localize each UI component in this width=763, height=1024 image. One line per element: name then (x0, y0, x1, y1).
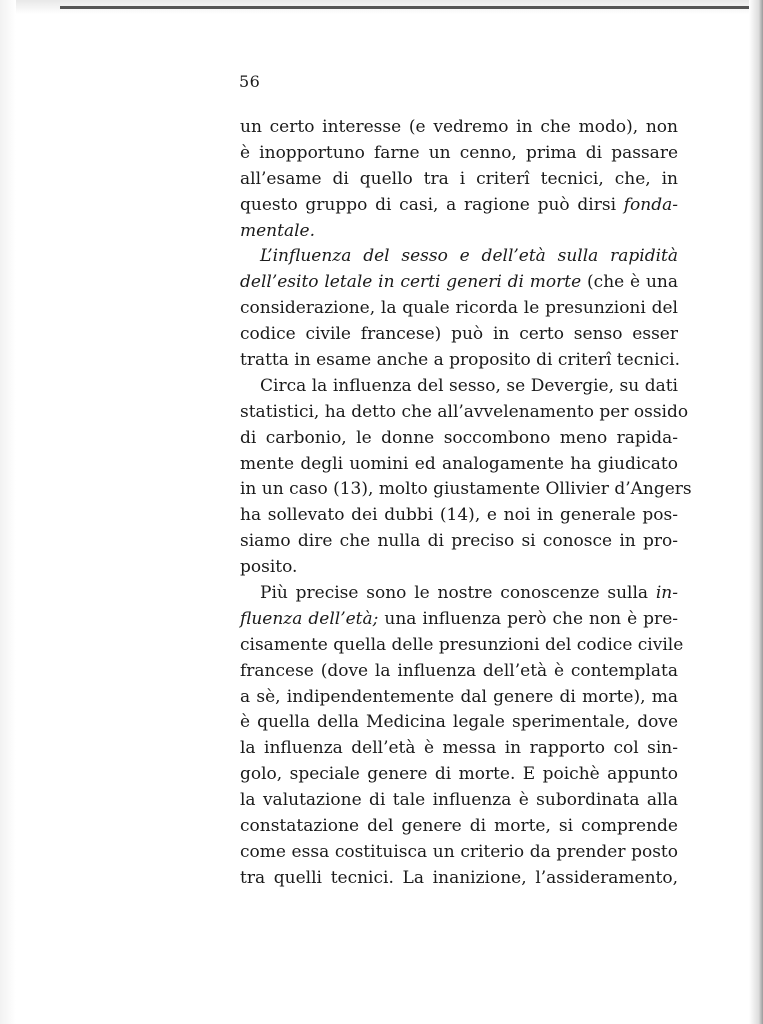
italic-text: dell’esito letale in certi generi di morte (240, 272, 582, 293)
text-segment: una influenza però che non è pre- (378, 608, 678, 629)
text-segment: la valutazione di tale influenza è subordinata alla (240, 790, 678, 811)
italic-text: in- (655, 583, 678, 604)
text-line (240, 659, 678, 685)
text-line (240, 219, 678, 245)
text-line (240, 814, 678, 840)
left-page-edge (0, 0, 16, 1024)
text-line (240, 452, 678, 478)
text-segment: di carbonio, le donne soccombono meno rapida- (240, 427, 678, 448)
text-line (240, 529, 678, 555)
text-segment: mente degli uomini ed analogamente ha giudicato (240, 453, 678, 474)
text-line (240, 762, 678, 788)
text-segment: ha sollevato dei dubbi (14), e noi in generale pos- (240, 505, 678, 526)
text-segment: questo gruppo di casi, a ragione può dirsi (240, 194, 624, 215)
text-line (240, 167, 678, 193)
text-line (240, 322, 678, 348)
text-segment: tratta in esame anche a proposito di criterî tecnici. (240, 350, 680, 371)
text-line (240, 788, 678, 814)
page-number: 56 (239, 72, 261, 91)
text-segment: è inopportuno farne un cenno, prima di passare (240, 142, 678, 163)
text-segment: in un caso (13), molto giustamente Ollivier d’Angers (240, 479, 692, 500)
text-segment: tra quelli tecnici. La inanizione, l’assideramento, (240, 867, 678, 888)
text-segment: golo, speciale genere di morte. E poichè appunto (240, 764, 678, 785)
text-segment: Circa la influenza del sesso, se Devergie, su dati (260, 375, 678, 396)
text-line (240, 581, 678, 607)
text-segment: all’esame di quello tra i criterî tecnici, che, in (240, 168, 678, 189)
text-segment: cisamente quella delle presunzioni del codice civile (240, 634, 684, 655)
text-line (240, 374, 678, 400)
right-page-edge (749, 0, 763, 1024)
page-top-rule (60, 6, 763, 9)
text-line (240, 400, 689, 426)
text-segment: un certo interesse (e vedremo in che modo), non (240, 117, 678, 137)
text-segment: codice civile francese) può in certo senso esser (240, 324, 678, 345)
body-text (240, 115, 692, 892)
text-line (240, 685, 678, 711)
text-line (240, 296, 678, 322)
text-line (240, 270, 678, 296)
text-segment: a sè, indipendentemente dal genere di morte), ma (240, 686, 678, 707)
text-line (240, 555, 678, 581)
text-line (240, 244, 678, 270)
text-segment: come essa costituisca un criterio da prender posto (240, 841, 678, 862)
text-segment: statistici, ha detto che all’avvelenamento per ossido (240, 401, 689, 422)
text-line (240, 736, 678, 762)
text-line (240, 633, 684, 659)
text-line (240, 607, 678, 633)
text-line (240, 426, 678, 452)
text-line (240, 477, 692, 503)
text-line (240, 710, 678, 736)
text-segment: è quella della Medicina legale sperimentale, dove (240, 712, 678, 733)
italic-text: fonda- (623, 194, 678, 215)
text-line (240, 193, 678, 219)
text-line (240, 141, 678, 167)
text-segment: siamo dire che nulla di preciso si conosce in pro- (240, 531, 678, 552)
text-line (240, 115, 678, 141)
text-segment: la influenza dell’età è messa in rapporto col sin- (240, 738, 678, 759)
text-segment: posito. (240, 557, 298, 578)
text-segment: constatazione del genere di morte, si comprende (240, 816, 678, 837)
text-line (240, 866, 678, 892)
italic-text: L’influenza del sesso e dell’età sulla rapidità (260, 246, 678, 267)
text-segment: Più precise sono le nostre conoscenze sulla (260, 583, 656, 604)
text-segment: francese (dove la influenza dell’età è contemplata (240, 660, 678, 681)
text-segment: considerazione, la quale ricorda le presunzioni del (240, 298, 678, 319)
italic-text: fluenza dell’età; (240, 608, 379, 629)
text-segment: (che è una (581, 272, 679, 293)
text-line (240, 840, 678, 866)
italic-text: mentale. (240, 220, 315, 241)
text-line (240, 348, 678, 374)
text-line (240, 503, 678, 529)
